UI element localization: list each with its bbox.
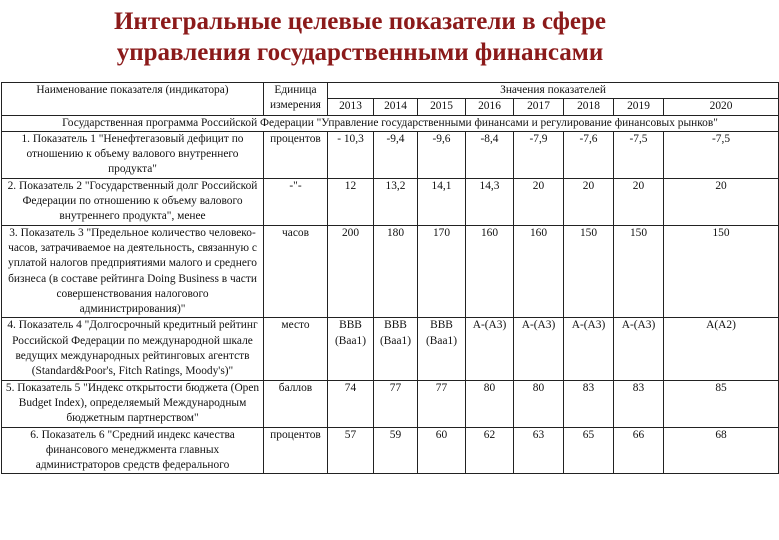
table-row [2, 427, 779, 474]
value-cell: 66 [614, 427, 664, 474]
indicator-unit: -"- [264, 178, 328, 225]
indicator-name: 3. Показатель 3 "Предельное количество человеко-часов, затрачиваемое на деятельность, связанную с уплатой налогов предприятиями малого и среднего бизнеса (в составе рейтинга Doing Business в части совершенствования налогового администрирования)" [2, 225, 264, 318]
program-row [2, 115, 779, 131]
value-cell: 20 [664, 178, 779, 225]
value-cell: -7,5 [664, 131, 779, 178]
year-cell: 2013 [328, 99, 374, 115]
indicator-unit: часов [264, 225, 328, 318]
value-cell: -7,5 [614, 131, 664, 178]
value-cell: 20 [614, 178, 664, 225]
value-cell: 12 [328, 178, 374, 225]
value-cell: 77 [418, 380, 466, 427]
value-cell: A-(A3) [564, 318, 614, 380]
value-cell: -7,6 [564, 131, 614, 178]
value-cell: - 10,3 [328, 131, 374, 178]
value-cell: 83 [564, 380, 614, 427]
value-cell: 13,2 [374, 178, 418, 225]
year-cell: 2018 [564, 99, 614, 115]
year-cell: 2020 [664, 99, 779, 115]
value-cell: -7,9 [514, 131, 564, 178]
value-cell: BBB (Baa1) [328, 318, 374, 380]
value-cell: 150 [614, 225, 664, 318]
header-row [2, 83, 779, 99]
value-cell: 160 [514, 225, 564, 318]
indicator-name: 2. Показатель 2 "Государственный долг Российской Федерации по отношению к объему валового внутреннего продукта", менее [2, 178, 264, 225]
value-cell: 74 [328, 380, 374, 427]
year-cell: 2015 [418, 99, 466, 115]
indicator-name: 5. Показатель 5 "Индекс открытости бюджета (Open Budget Index), определяемый Международным бюджетным партнерством" [2, 380, 264, 427]
value-cell: 57 [328, 427, 374, 474]
table-row [2, 225, 779, 318]
value-cell: 170 [418, 225, 466, 318]
value-cell: 20 [514, 178, 564, 225]
value-cell: -9,6 [418, 131, 466, 178]
table-row [2, 131, 779, 178]
header-values: Значения показателей [328, 83, 779, 99]
value-cell: A(A2) [664, 318, 779, 380]
indicator-unit: баллов [264, 380, 328, 427]
indicator-name: 4. Показатель 4 "Долгосрочный кредитный рейтинг Российской Федерации по международной шкале ведущих международных рейтинговых агентств (Standard&Poor's, Fitch Ratings, Moody's)" [2, 318, 264, 380]
header-name: Наименование показателя (индикатора) [2, 83, 264, 116]
value-cell: 63 [514, 427, 564, 474]
value-cell: A-(A3) [614, 318, 664, 380]
indicator-unit: процентов [264, 427, 328, 474]
year-cell: 2019 [614, 99, 664, 115]
indicator-unit: процентов [264, 131, 328, 178]
program-title: Государственная программа Российской Федерации "Управление государственными финансами и регулирование финансовых рынков" [2, 115, 779, 131]
indicator-unit: место [264, 318, 328, 380]
value-cell: 200 [328, 225, 374, 318]
value-cell: 60 [418, 427, 466, 474]
value-cell: 14,1 [418, 178, 466, 225]
value-cell: 65 [564, 427, 614, 474]
header-unit: Единица измерения [264, 83, 328, 116]
value-cell: 80 [466, 380, 514, 427]
value-cell: A-(A3) [514, 318, 564, 380]
indicator-name: 1. Показатель 1 "Ненефтегазовый дефицит по отношению к объему валового внутреннего продукта" [2, 131, 264, 178]
value-cell: 77 [374, 380, 418, 427]
value-cell: 83 [614, 380, 664, 427]
title-line-2: управления государственными финансами [116, 39, 604, 66]
indicators-table-wrap [1, 82, 736, 474]
value-cell: 68 [664, 427, 779, 474]
indicators-table [1, 82, 779, 474]
year-cell: 2014 [374, 99, 418, 115]
value-cell: 14,3 [466, 178, 514, 225]
value-cell: 20 [564, 178, 614, 225]
indicator-name: 6. Показатель 6 "Средний индекс качества финансового менеджмента главных администраторов средств федерального [2, 427, 264, 474]
value-cell: 160 [466, 225, 514, 318]
year-cell: 2016 [466, 99, 514, 115]
value-cell: 180 [374, 225, 418, 318]
table-row [2, 380, 779, 427]
slide-title [0, 6, 720, 68]
value-cell: 62 [466, 427, 514, 474]
value-cell: 150 [664, 225, 779, 318]
year-cell: 2017 [514, 99, 564, 115]
title-line-1: Интегральные целевые показатели в сфере [113, 8, 606, 35]
value-cell: BBB (Baa1) [418, 318, 466, 380]
value-cell: BBB (Baa1) [374, 318, 418, 380]
value-cell: 59 [374, 427, 418, 474]
table-row [2, 318, 779, 380]
value-cell: -9,4 [374, 131, 418, 178]
value-cell: 80 [514, 380, 564, 427]
value-cell: -8,4 [466, 131, 514, 178]
table-row [2, 178, 779, 225]
value-cell: 150 [564, 225, 614, 318]
value-cell: 85 [664, 380, 779, 427]
value-cell: A-(A3) [466, 318, 514, 380]
